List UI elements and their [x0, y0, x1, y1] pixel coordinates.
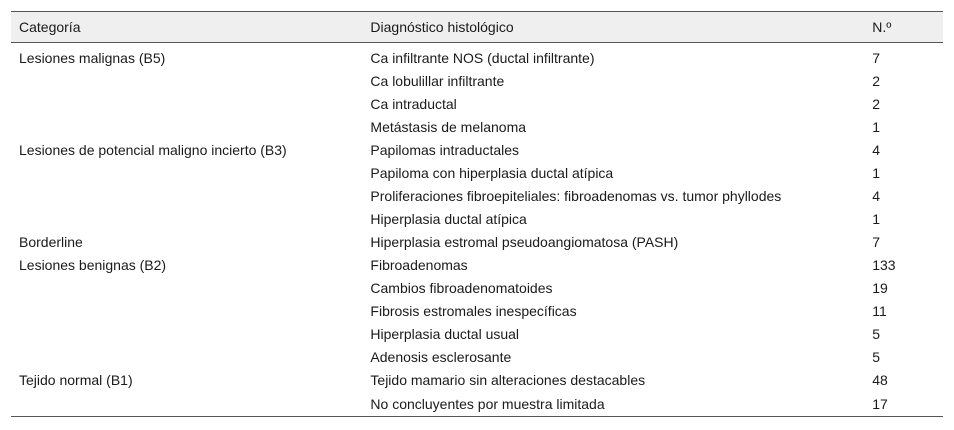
cell-category [11, 345, 362, 368]
table-row [11, 276, 943, 299]
cell-diagnosis: Papiloma con hiperplasia ductal atípica [370, 164, 614, 181]
cell-category [11, 161, 362, 184]
table-row [11, 161, 943, 184]
cell-count: 7 [872, 233, 881, 250]
cell-count: 17 [864, 391, 943, 417]
histology-table-container [11, 11, 943, 417]
cell-category [11, 92, 362, 115]
cell-category: Lesiones malignas (B5) [19, 49, 166, 66]
table-row [11, 345, 943, 368]
table-row [11, 207, 943, 230]
cell-count: 2 [872, 95, 881, 112]
table-row [11, 138, 943, 161]
cell-count: 4 [872, 187, 881, 204]
cell-diagnosis: Metástasis de melanoma [370, 118, 527, 135]
cell-count: 5 [872, 348, 881, 365]
histology-table [11, 11, 943, 417]
cell-diagnosis: Hiperplasia ductal atípica [370, 210, 527, 227]
cell-count: 19 [872, 279, 888, 296]
cell-count: 1 [872, 210, 881, 227]
table-row [11, 92, 943, 115]
cell-category [11, 391, 362, 417]
cell-diagnosis: Papilomas intraductales [370, 141, 520, 158]
header-category: Categoría [11, 12, 362, 43]
header-count: N.º [864, 12, 943, 43]
cell-diagnosis: Fibrosis estromales inespecíficas [370, 302, 577, 319]
cell-count: 1 [872, 118, 881, 135]
cell-count: 11 [872, 302, 887, 319]
table-row [11, 230, 943, 253]
header-diagnosis: Diagnóstico histológico [362, 12, 864, 43]
cell-category: Lesiones de potencial maligno incierto (B3) [19, 141, 287, 158]
cell-diagnosis: Fibroadenomas [370, 256, 468, 273]
cell-count: 4 [872, 141, 881, 158]
cell-category [11, 115, 362, 138]
cell-category: Tejido normal (B1) [19, 371, 133, 388]
cell-diagnosis: Proliferaciones fibroepiteliales: fibroadenomas vs. tumor phyllodes [370, 187, 782, 204]
cell-count: 48 [872, 371, 888, 388]
cell-count: 7 [872, 49, 881, 66]
cell-diagnosis: Ca infiltrante NOS (ductal infiltrante) [370, 49, 595, 66]
cell-category: Borderline [19, 233, 83, 250]
cell-diagnosis: Hiperplasia ductal usual [370, 325, 520, 342]
cell-category [11, 207, 362, 230]
table-body [11, 43, 943, 417]
cell-count: 5 [872, 325, 881, 342]
table-row [11, 299, 943, 322]
cell-category [11, 276, 362, 299]
cell-count: 1 [872, 164, 881, 181]
cell-diagnosis: Ca intraductal [370, 95, 457, 112]
table-row [11, 69, 943, 92]
cell-diagnosis: Ca lobulillar infiltrante [370, 72, 505, 89]
table-row [11, 368, 943, 391]
table-row [11, 322, 943, 345]
table-header [11, 12, 943, 43]
cell-diagnosis: Hiperplasia estromal pseudoangiomatosa (PASH) [370, 233, 679, 250]
cell-count: 2 [872, 72, 881, 89]
table-row [11, 43, 943, 70]
table-row [11, 115, 943, 138]
table-row [11, 184, 943, 207]
table-row [11, 391, 943, 417]
cell-count: 133 [872, 256, 896, 273]
cell-category [11, 322, 362, 345]
cell-diagnosis: Tejido mamario sin alteraciones destacables [370, 371, 646, 388]
cell-diagnosis: No concluyentes por muestra limitada [362, 391, 864, 417]
cell-category: Lesiones benignas (B2) [19, 256, 167, 273]
cell-diagnosis: Cambios fibroadenomatoides [370, 279, 553, 296]
cell-diagnosis: Adenosis esclerosante [370, 348, 512, 365]
cell-category [11, 69, 362, 92]
cell-category [11, 299, 362, 322]
header-row [11, 12, 943, 43]
table-row [11, 253, 943, 276]
cell-category [11, 184, 362, 207]
